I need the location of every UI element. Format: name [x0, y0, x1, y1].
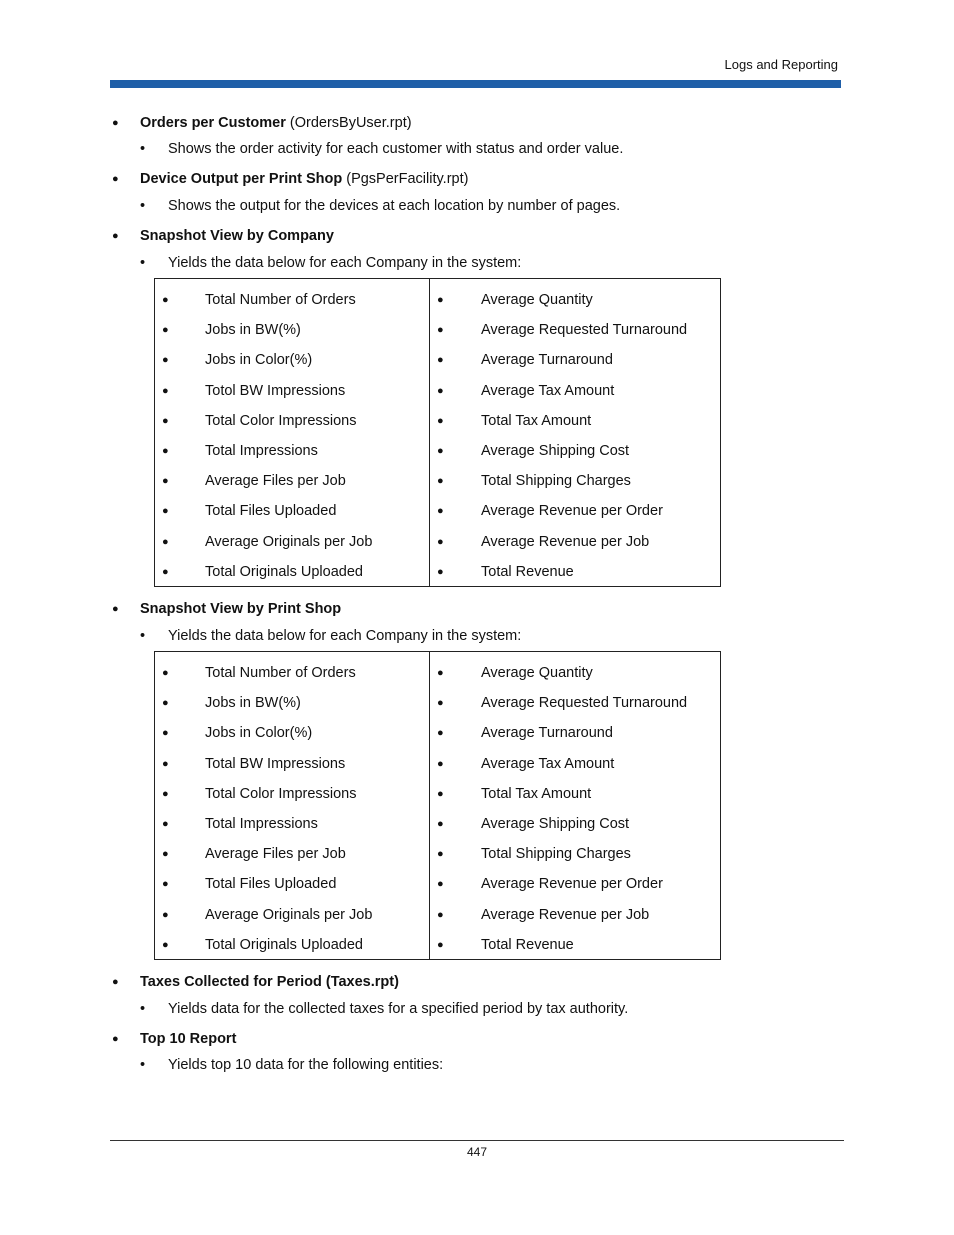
- bullet-icon: ●: [437, 938, 444, 951]
- bullet-icon: •: [140, 141, 146, 157]
- metric-label: Total Revenue: [481, 563, 574, 580]
- bullet-icon: ●: [162, 565, 169, 578]
- metric-label: Total Number of Orders: [205, 665, 356, 681]
- metric-label: Total Shipping Charges: [481, 473, 631, 490]
- metric-label: Average Files per Job: [205, 473, 346, 490]
- metric-label: Total Color Impressions: [205, 785, 357, 802]
- metric-label: Total Number of Orders: [205, 292, 356, 308]
- bullet-icon: ●: [162, 757, 169, 770]
- section-detail-text: Yields the data below for each Company in the system:: [168, 628, 522, 644]
- metric-label: Total Color Impressions: [205, 412, 357, 429]
- print-shop-metrics-table: [154, 651, 721, 960]
- bullet-icon: ●: [162, 848, 169, 861]
- section-detail-text: Yields the data below for each Company in the system:: [168, 255, 522, 271]
- section-detail-text: Shows the output for the devices at each location by number of pages.: [168, 198, 621, 214]
- metric-label: Average Revenue per Order: [481, 503, 663, 520]
- bullet-icon: ●: [112, 117, 119, 129]
- bullet-icon: ●: [437, 294, 444, 306]
- bullet-icon: ●: [162, 697, 169, 710]
- bullet-icon: ●: [437, 818, 444, 830]
- bullet-icon: ●: [112, 603, 119, 615]
- metric-label: Average Originals per Job: [205, 533, 373, 550]
- metric-label: Totol BW Impressions: [205, 382, 346, 399]
- bullet-icon: ●: [162, 878, 169, 891]
- section-title: Taxes Collected for Period (Taxes.rpt): [140, 974, 399, 990]
- bullet-icon: •: [140, 198, 146, 214]
- bullet-icon: ●: [437, 757, 444, 770]
- page-number: 447: [466, 1145, 488, 1159]
- metric-label: Average Revenue per Job: [481, 533, 650, 550]
- bullet-icon: ●: [437, 878, 444, 891]
- bullet-icon: ●: [437, 505, 444, 518]
- bullet-icon: ●: [437, 324, 444, 337]
- metric-label: Jobs in BW(%): [205, 322, 301, 339]
- metric-label: Jobs in Color(%): [205, 725, 313, 742]
- metric-label: Average Quantity: [481, 665, 593, 681]
- metric-label: Total Impressions: [205, 816, 318, 832]
- bullet-icon: ●: [437, 414, 444, 427]
- section-detail-text: Shows the order activity for each customer with status and order value.: [168, 141, 624, 157]
- company-metrics-table: [154, 278, 721, 587]
- metrics-column-right: [430, 652, 720, 959]
- section-title: Snapshot View by Print Shop: [140, 601, 342, 617]
- metric-label: Average Requested Turnaround: [481, 322, 688, 339]
- bullet-icon: ●: [162, 667, 169, 679]
- bullet-icon: ●: [162, 294, 169, 306]
- bullet-icon: ●: [162, 384, 169, 397]
- metric-label: Average Tax Amount: [481, 755, 615, 772]
- bullet-icon: ●: [162, 445, 169, 457]
- metric-label: Total Originals Uploaded: [205, 563, 363, 580]
- bullet-icon: ●: [437, 354, 444, 367]
- metric-label: Average Revenue per Order: [481, 876, 663, 893]
- metric-label: Total Files Uploaded: [205, 503, 337, 520]
- bullet-icon: ●: [162, 818, 169, 830]
- metric-label: Total BW Impressions: [205, 755, 346, 772]
- section-title: Device Output per Print Shop: [140, 171, 343, 187]
- metric-label: Total Originals Uploaded: [205, 936, 363, 953]
- bullet-icon: ●: [112, 230, 119, 242]
- section-title: Snapshot View by Company: [140, 228, 334, 244]
- metrics-column-right: [430, 279, 720, 586]
- metric-label: Total Tax Amount: [481, 785, 592, 802]
- bullet-icon: ●: [437, 475, 444, 488]
- section-detail-text: Yields data for the collected taxes for a specified period by tax authority.: [168, 1001, 629, 1017]
- bullet-icon: •: [140, 628, 146, 644]
- bullet-icon: ●: [437, 565, 444, 578]
- bullet-icon: ●: [162, 727, 169, 740]
- metric-label: Jobs in Color(%): [205, 352, 313, 369]
- metric-label: Total Impressions: [205, 443, 318, 459]
- bullet-icon: ●: [437, 727, 444, 740]
- metrics-column-left: [155, 652, 430, 959]
- metric-label: Average Revenue per Job: [481, 906, 650, 923]
- metric-label: Average Tax Amount: [481, 382, 615, 399]
- bullet-icon: ●: [162, 938, 169, 951]
- bullet-icon: ●: [437, 445, 444, 457]
- metric-label: Average Turnaround: [481, 725, 613, 742]
- section-detail-text: Yields top 10 data for the following entities:: [168, 1057, 444, 1073]
- bullet-icon: ●: [162, 908, 169, 921]
- bullet-icon: ●: [437, 697, 444, 710]
- bullet-icon: ●: [437, 908, 444, 921]
- footer-rule: [110, 1140, 844, 1141]
- section-suffix: (PgsPerFacility.rpt): [342, 171, 469, 187]
- bullet-icon: ●: [162, 535, 169, 548]
- bullet-icon: ●: [162, 787, 169, 800]
- bullet-icon: ●: [162, 354, 169, 367]
- running-header-title: Logs and Reporting: [724, 57, 838, 72]
- bullet-icon: •: [140, 1057, 146, 1073]
- metric-label: Jobs in BW(%): [205, 695, 301, 712]
- metric-label: Total Tax Amount: [481, 412, 592, 429]
- bullet-icon: ●: [112, 976, 119, 988]
- bullet-icon: ●: [437, 787, 444, 800]
- metric-label: Average Files per Job: [205, 846, 346, 863]
- metric-label: Total Revenue: [481, 936, 574, 953]
- bullet-icon: ●: [437, 535, 444, 548]
- metric-label: Total Shipping Charges: [481, 846, 631, 863]
- bullet-icon: ●: [437, 667, 444, 679]
- bullet-icon: ●: [162, 505, 169, 518]
- section-title: Orders per Customer: [140, 115, 286, 131]
- metric-label: Average Originals per Job: [205, 906, 373, 923]
- section-suffix: (OrdersByUser.rpt): [285, 115, 412, 131]
- bullet-icon: ●: [162, 475, 169, 488]
- metric-label: Average Turnaround: [481, 352, 613, 369]
- metrics-column-left: [155, 279, 430, 586]
- bullet-icon: •: [140, 255, 146, 271]
- bullet-icon: ●: [437, 848, 444, 861]
- bullet-icon: ●: [112, 1033, 119, 1045]
- section-title: Top 10 Report: [140, 1031, 237, 1047]
- bullet-icon: ●: [437, 384, 444, 397]
- metric-label: Average Shipping Cost: [481, 443, 630, 459]
- metric-label: Average Shipping Cost: [481, 816, 630, 832]
- metric-label: Average Quantity: [481, 292, 593, 308]
- metric-label: Average Requested Turnaround: [481, 695, 688, 712]
- metric-label: Total Files Uploaded: [205, 876, 337, 893]
- header-rule: [110, 80, 841, 88]
- bullet-icon: ●: [162, 414, 169, 427]
- bullet-icon: ●: [112, 173, 119, 185]
- bullet-icon: ●: [162, 324, 169, 337]
- bullet-icon: •: [140, 1001, 146, 1017]
